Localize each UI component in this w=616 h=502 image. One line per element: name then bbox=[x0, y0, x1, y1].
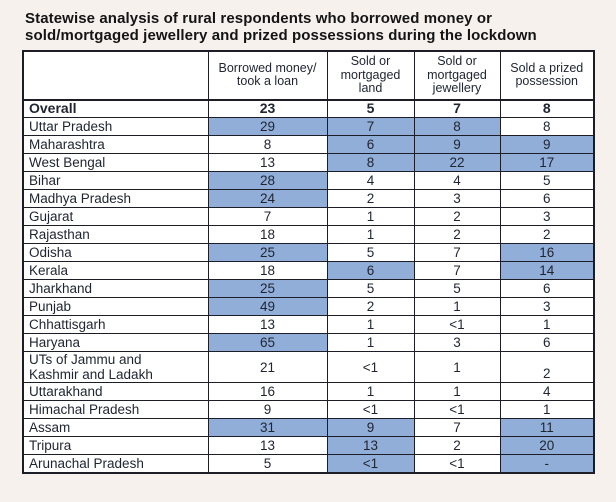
data-cell: 2 bbox=[414, 437, 500, 455]
column-header: Sold or mortgaged jewellery bbox=[414, 51, 500, 100]
data-cell: 20 bbox=[500, 437, 594, 455]
table-row bbox=[23, 419, 594, 437]
data-cell: 8 bbox=[500, 100, 594, 118]
table-row bbox=[23, 401, 594, 419]
data-cell: 2 bbox=[500, 226, 594, 244]
column-header: Borrowed money/ took a loan bbox=[208, 51, 327, 100]
data-cell: 7 bbox=[208, 208, 327, 226]
table-row bbox=[23, 244, 594, 262]
data-cell: 5 bbox=[208, 455, 327, 473]
row-label: Bihar bbox=[23, 172, 208, 190]
data-cell: <1 bbox=[327, 401, 414, 419]
data-cell: 3 bbox=[414, 334, 500, 352]
row-label: Assam bbox=[23, 419, 208, 437]
row-label: Uttarakhand bbox=[23, 383, 208, 401]
chart-title: Statewise analysis of rural respondents who borrowed money or sold/mortgaged jewellery and prized possessions during the lockdown bbox=[25, 10, 537, 44]
data-cell: 22 bbox=[414, 154, 500, 172]
data-cell: 5 bbox=[414, 280, 500, 298]
row-label: Gujarat bbox=[23, 208, 208, 226]
table-row bbox=[23, 437, 594, 455]
table-body bbox=[23, 100, 594, 473]
data-cell: 49 bbox=[208, 298, 327, 316]
data-cell: 2 bbox=[500, 352, 594, 383]
data-cell: 5 bbox=[327, 100, 414, 118]
row-label: Rajasthan bbox=[23, 226, 208, 244]
data-cell: 17 bbox=[500, 154, 594, 172]
data-cell: 65 bbox=[208, 334, 327, 352]
table-row bbox=[23, 100, 594, 118]
data-cell: 4 bbox=[414, 172, 500, 190]
data-cell: 13 bbox=[327, 437, 414, 455]
data-cell: 8 bbox=[327, 154, 414, 172]
table-row bbox=[23, 316, 594, 334]
data-cell: <1 bbox=[414, 401, 500, 419]
row-label: Kerala bbox=[23, 262, 208, 280]
data-cell: 1 bbox=[327, 208, 414, 226]
row-label: Arunachal Pradesh bbox=[23, 455, 208, 473]
data-cell: 9 bbox=[327, 419, 414, 437]
table-row bbox=[23, 136, 594, 154]
data-cell: 8 bbox=[414, 118, 500, 136]
table-head bbox=[23, 51, 594, 100]
data-cell: 18 bbox=[208, 262, 327, 280]
data-cell: 1 bbox=[500, 401, 594, 419]
data-cell: 4 bbox=[500, 383, 594, 401]
table-header-row bbox=[23, 51, 594, 100]
data-cell: 2 bbox=[414, 226, 500, 244]
data-cell: 23 bbox=[208, 100, 327, 118]
data-cell: 5 bbox=[327, 244, 414, 262]
table-row bbox=[23, 334, 594, 352]
table-row bbox=[23, 208, 594, 226]
data-cell: <1 bbox=[327, 352, 414, 383]
data-cell: - bbox=[500, 455, 594, 473]
row-label: Tripura bbox=[23, 437, 208, 455]
data-cell: 7 bbox=[414, 262, 500, 280]
data-cell: 9 bbox=[208, 401, 327, 419]
data-cell: 1 bbox=[414, 352, 500, 383]
data-cell: 1 bbox=[327, 226, 414, 244]
table-row bbox=[23, 262, 594, 280]
data-cell: 8 bbox=[208, 136, 327, 154]
data-cell: 8 bbox=[500, 118, 594, 136]
data-cell: 7 bbox=[414, 100, 500, 118]
table-row bbox=[23, 383, 594, 401]
data-cell: 16 bbox=[500, 244, 594, 262]
data-cell: 2 bbox=[327, 190, 414, 208]
table-row bbox=[23, 298, 594, 316]
data-cell: 25 bbox=[208, 244, 327, 262]
data-cell: 18 bbox=[208, 226, 327, 244]
data-cell: 13 bbox=[208, 154, 327, 172]
data-cell: <1 bbox=[327, 455, 414, 473]
statewise-table bbox=[22, 50, 595, 474]
data-cell: 6 bbox=[327, 262, 414, 280]
table-row bbox=[23, 154, 594, 172]
row-label: Punjab bbox=[23, 298, 208, 316]
data-cell: 6 bbox=[327, 136, 414, 154]
row-label: Chhattisgarh bbox=[23, 316, 208, 334]
data-cell: 3 bbox=[500, 298, 594, 316]
table-row bbox=[23, 190, 594, 208]
row-label: West Bengal bbox=[23, 154, 208, 172]
table-row bbox=[23, 226, 594, 244]
data-cell: 21 bbox=[208, 352, 327, 383]
row-label: Jharkhand bbox=[23, 280, 208, 298]
row-label: Odisha bbox=[23, 244, 208, 262]
data-cell: 13 bbox=[208, 316, 327, 334]
row-label: Overall bbox=[23, 100, 208, 118]
data-cell: 3 bbox=[500, 208, 594, 226]
row-label: Haryana bbox=[23, 334, 208, 352]
data-cell: 13 bbox=[208, 437, 327, 455]
row-label: Maharashtra bbox=[23, 136, 208, 154]
data-cell: 7 bbox=[414, 244, 500, 262]
data-cell: <1 bbox=[414, 455, 500, 473]
table-row bbox=[23, 118, 594, 136]
data-cell: 1 bbox=[414, 298, 500, 316]
row-label: Uttar Pradesh bbox=[23, 118, 208, 136]
column-header: Sold a prized possession bbox=[500, 51, 594, 100]
data-cell: 6 bbox=[500, 334, 594, 352]
data-cell: 5 bbox=[327, 280, 414, 298]
table-row bbox=[23, 352, 594, 383]
data-cell: 9 bbox=[500, 136, 594, 154]
data-cell: 29 bbox=[208, 118, 327, 136]
row-label: Himachal Pradesh bbox=[23, 401, 208, 419]
data-cell: 24 bbox=[208, 190, 327, 208]
data-cell: 2 bbox=[327, 298, 414, 316]
column-header: Sold or mortgaged land bbox=[327, 51, 414, 100]
table-row bbox=[23, 455, 594, 473]
row-label: Madhya Pradesh bbox=[23, 190, 208, 208]
corner-cell bbox=[23, 51, 208, 100]
data-cell: 31 bbox=[208, 419, 327, 437]
data-cell: 3 bbox=[414, 190, 500, 208]
table-row bbox=[23, 280, 594, 298]
data-cell: 1 bbox=[500, 316, 594, 334]
data-cell: 4 bbox=[327, 172, 414, 190]
data-cell: 1 bbox=[327, 316, 414, 334]
data-cell: 7 bbox=[414, 419, 500, 437]
data-cell: 16 bbox=[208, 383, 327, 401]
table-row bbox=[23, 172, 594, 190]
data-cell: 25 bbox=[208, 280, 327, 298]
row-label: UTs of Jammu and Kashmir and Ladakh bbox=[23, 352, 208, 383]
data-cell: 28 bbox=[208, 172, 327, 190]
data-cell: 1 bbox=[327, 383, 414, 401]
data-cell: 11 bbox=[500, 419, 594, 437]
data-cell: 2 bbox=[414, 208, 500, 226]
data-cell: 6 bbox=[500, 190, 594, 208]
data-cell: 1 bbox=[414, 383, 500, 401]
data-cell: 14 bbox=[500, 262, 594, 280]
data-cell: 7 bbox=[327, 118, 414, 136]
data-cell: 5 bbox=[500, 172, 594, 190]
data-cell: 6 bbox=[500, 280, 594, 298]
data-cell: <1 bbox=[414, 316, 500, 334]
data-cell: 9 bbox=[414, 136, 500, 154]
data-cell: 1 bbox=[327, 334, 414, 352]
